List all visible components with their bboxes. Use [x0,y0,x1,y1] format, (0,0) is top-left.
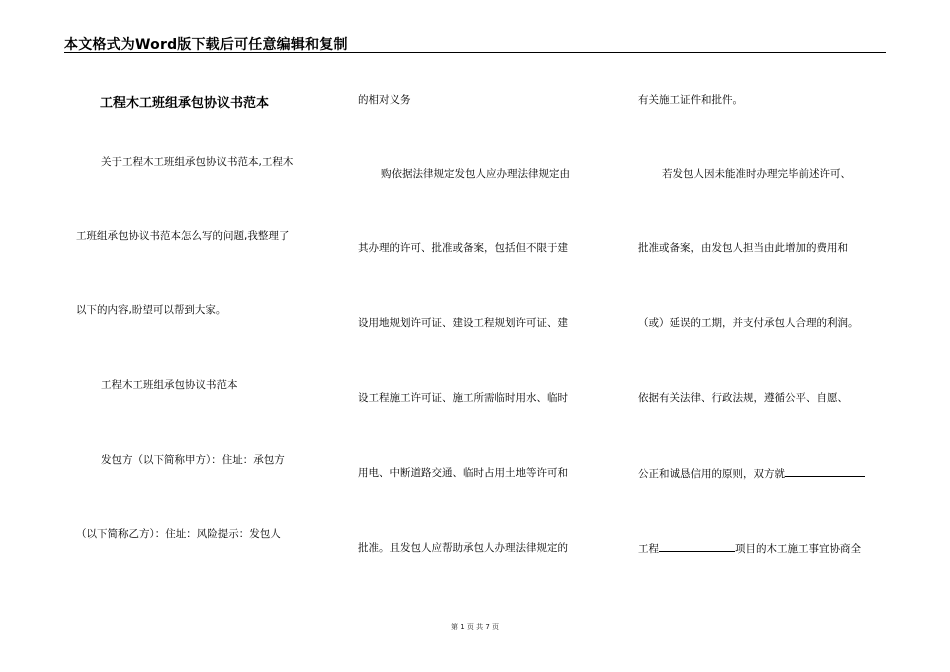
col3-line-2: 若发包人因未能准时办理完毕前述许可、 [662,168,851,180]
col2-line-5: 设工程施工许可证、施工所需临时用水、临时 [358,392,568,404]
col2-line-1: 的相对义务 [358,94,411,106]
col3-line-7-suffix: 项目的木工施工事宜协商全 [735,543,861,555]
col3-line-5: 依据有关法律、行政法规，遵循公平、自愿、 [638,392,848,404]
col2-line-7: 批准。且发包人应帮助承包人办理法律规定的 [358,542,568,554]
col2-line-4: 设用地规划许可证、建设工程规划许可证、建 [358,317,568,329]
col3-line-4: （或）延误的工期，并支付承包人合理的利润。 [638,317,859,329]
col1-line-4: 工程木工班组承包协议书范本 [101,379,238,391]
document-title: 工程木工班组承包协议书范本 [100,96,270,111]
page-footer: 第 1 页 共 7 页 [450,623,500,631]
col3-line-3: 批准或备案，由发包人担当由此增加的费用和 [638,242,848,254]
col2-line-6: 用电、中断道路交通、临时占用土地等许可和 [358,467,568,479]
col3-line-7 [638,541,861,556]
col1-line-5: 发包方（以下简称甲方）：住址：承包方 [101,454,285,466]
fill-blank [785,466,865,477]
fill-blank [659,541,735,552]
col1-line-6: （以下简称乙方）：住址：风险提示：发包人 [76,528,281,540]
header-divider [64,52,886,53]
col2-line-3: 其办理的许可、批准或备案，包括但不限于建 [358,242,568,254]
page-header [64,30,886,54]
col1-line-2: 工班组承包协议书范本怎么写的问题,我整理了 [76,230,290,242]
col2-line-2: 购依据法律规定发包人应办理法律规定由 [381,168,570,180]
col3-line-1: 有关施工证件和批件。 [638,94,743,106]
col3-line-7-prefix: 工程 [638,543,659,555]
col1-line-3: 以下的内容,盼望可以帮到大家。 [76,304,227,316]
header-text: 本文格式为Word版下载后可任意编辑和复制 [64,37,348,53]
col3-line-6-text: 公正和诚恳信用的原则，双方就 [638,468,785,480]
col3-line-6 [638,466,865,481]
col1-line-1: 关于工程木工班组承包协议书范本,工程木 [101,156,294,168]
